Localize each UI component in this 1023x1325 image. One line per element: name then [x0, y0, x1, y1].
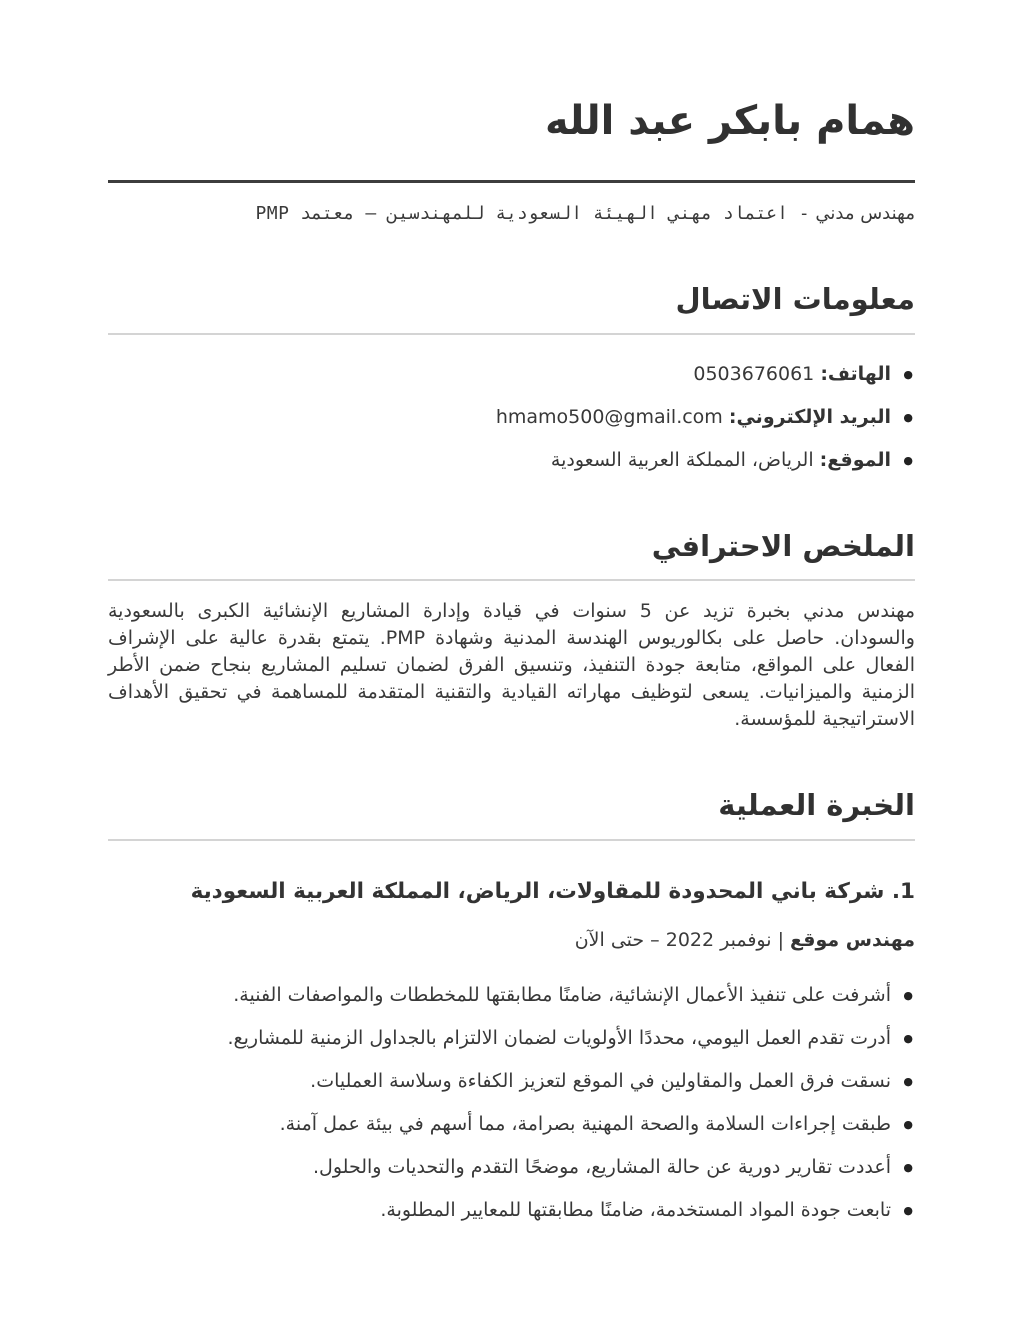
candidate-subtitle	[108, 201, 915, 227]
email-value: hmamo500@gmail.com	[495, 405, 723, 428]
location-label: الموقع:	[819, 448, 891, 471]
email-label: البريد الإلكتروني:	[728, 405, 891, 428]
experience-heading: الخبرة العملية	[718, 788, 915, 823]
summary-section	[108, 528, 915, 734]
duty-item: ● تابعت جودة المواد المستخدمة، ضامنًا مطابقتها للمعايير المطلوبة.	[108, 1197, 915, 1224]
location-value: الرياض، المملكة العربية السعودية	[550, 448, 814, 471]
duty-item: ● نسقت فرق العمل والمقاولين في الموقع لتعزيز الكفاءة وسلاسة العمليات.	[108, 1068, 915, 1095]
resume-header	[108, 96, 915, 227]
contact-divider	[108, 333, 915, 335]
company-name: 1. شركة باني المحدودة للمقاولات، الرياض، المملكة العربية السعودية	[190, 879, 915, 905]
duty-item: ● أدرت تقدم العمل اليومي، محددًا الأولويات لضمان الالتزام بالجداول الزمنية للمشاريع.	[108, 1025, 915, 1052]
job-title-line	[108, 927, 915, 954]
job-title: مهندس موقع	[790, 929, 915, 952]
phone-value: 0503676061	[693, 362, 815, 385]
duty-item: ● أشرفت على تنفيذ الأعمال الإنشائية، ضامنًا مطابقتها للمخططات والمواصفات الفنية.	[108, 982, 915, 1009]
header-divider	[108, 180, 915, 183]
subtitle-profession: مهندس مدني	[815, 203, 915, 224]
contact-item-phone	[108, 361, 915, 388]
summary-paragraph: مهندس مدني بخبرة تزيد عن 5 سنوات في قيادة وإدارة المشاريع الإنشائية الكبرى بالسعودية والسودان. حاصل على بكالوريوس الهندسة المدنية وشهادة PMP. يتمتع بقدرة عالية على الإشراف الفعال على المواقع، متابعة جودة التنفيذ، وتنسيق الفرق لضمان تسليم المشاريع بنجاح ضمن الأطر الزمنية والميزانيات. يسعى لتوظيف مهاراته القيادية والتقنية المتقدمة للمساهمة في تحقيق الأهداف الاستراتيجية للمؤسسة.	[108, 600, 915, 731]
contact-item-email	[108, 404, 915, 431]
job-separator: |	[777, 929, 784, 952]
contact-heading: معلومات الاتصال	[675, 282, 915, 316]
experience-divider	[108, 839, 915, 841]
summary-heading: الملخص الاحترافي	[651, 528, 915, 563]
duties-list	[108, 982, 915, 1224]
subtitle-credentials: - اعتماد مهني الهيئة السعودية للمهندسين – معتمد PMP	[255, 203, 810, 224]
job-period: نوفمبر 2022 – حتى الآن	[574, 929, 772, 952]
experience-section	[108, 787, 915, 1224]
phone-label: الهاتف:	[820, 362, 891, 385]
contact-section	[108, 281, 915, 474]
contact-item-location	[108, 447, 915, 474]
contact-list	[108, 361, 915, 474]
candidate-name: همام بابكر عبد الله	[545, 98, 915, 144]
duty-item: ● طبقت إجراءات السلامة والصحة المهنية بصرامة، مما أسهم في بيئة عمل آمنة.	[108, 1111, 915, 1138]
duty-item: ● أعددت تقارير دورية عن حالة المشاريع، موضحًا التقدم والتحديات والحلول.	[108, 1154, 915, 1181]
summary-divider	[108, 579, 915, 581]
